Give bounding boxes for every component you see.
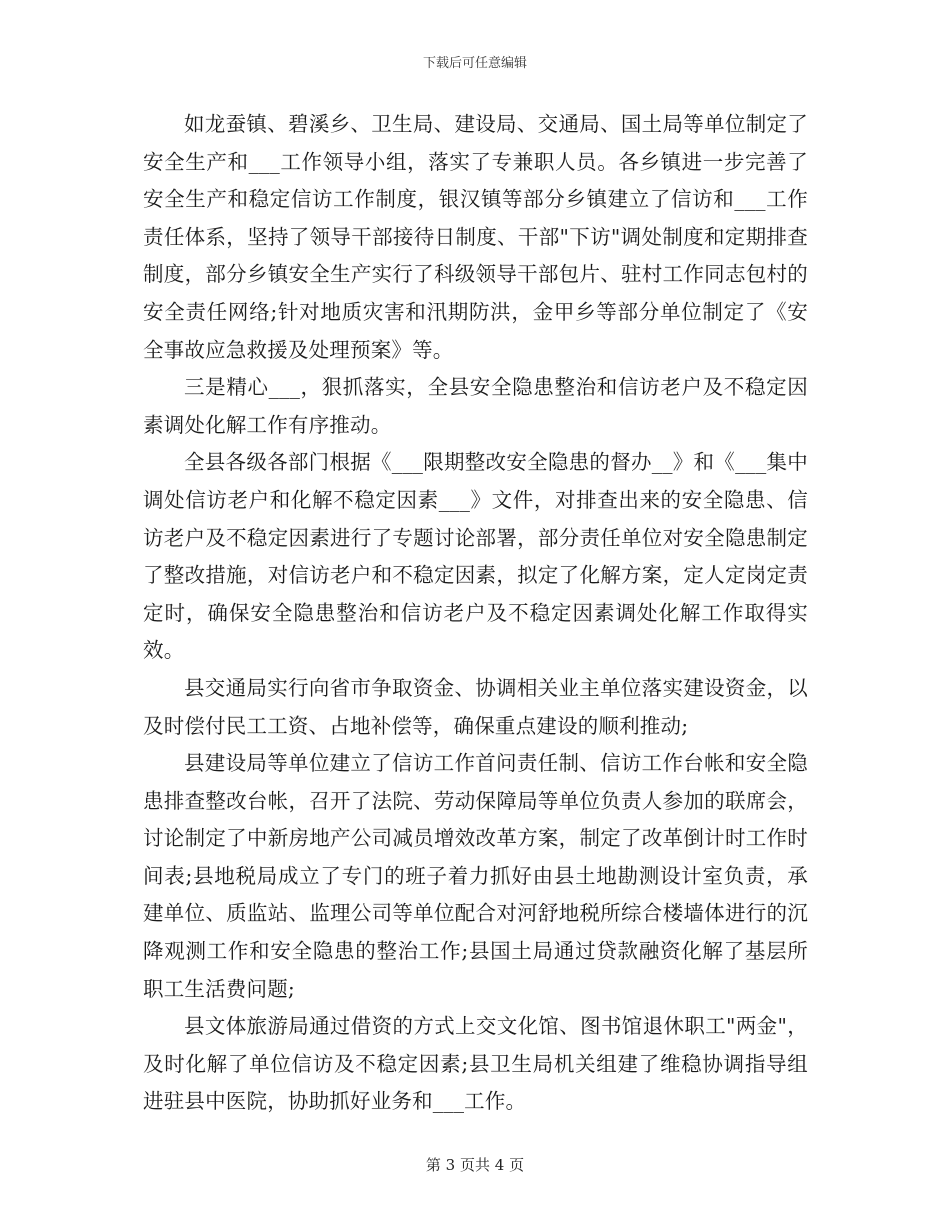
paragraph-1: 如龙蚕镇、碧溪乡、卫生局、建设局、交通局、国土局等单位制定了安全生产和___工作领导小组，落实了专兼职人员。各乡镇进一步完善了安全生产和稳定信访工作制度，银汉镇等部分乡镇建立了信访和___工作责任体系，坚持了领导干部接待日制度、干部"下访"调处制度和定期排查制度，部分乡镇安全生产实行了科级领导干部包片、驻村工作同志包村的安全责任网络;针对地质灾害和汛期防洪，金甲乡等部分单位制定了《安全事故应急救援及处理预案》等。 <box>143 112 808 362</box>
paragraph-4: 县交通局实行向省市争取资金、协调相关业主单位落实建设资金，以及时偿付民工工资、占地补偿等，确保重点建设的顺利推动; <box>143 675 808 738</box>
paragraph-5: 县建设局等单位建立了信访工作首问责任制、信访工作台帐和安全隐患排查整改台帐，召开了法院、劳动保障局等单位负责人参加的联席会，讨论制定了中新房地产公司减员增效改革方案，制定了改革倒计时工作时间表;县地税局成立了专门的班子着力抓好由县土地勘测设计室负责，承建单位、质监站、监理公司等单位配合对河舒地税所综合楼墙体进行的沉降观测工作和安全隐患的整治工作;县国土局通过贷款融资化解了基层所职工生活费问题; <box>143 751 808 1001</box>
paragraph-2: 三是精心___，狠抓落实，全县安全隐患整治和信访老户及不稳定因素调处化解工作有序推动。 <box>143 375 808 437</box>
paragraph-6: 县文体旅游局通过借资的方式上交文化馆、图书馆退休职工"两金"，及时化解了单位信访及不稳定因素;县卫生局机关组建了维稳协调指导组进驻县中医院，协助抓好业务和___工作。 <box>143 1014 808 1114</box>
page-header-note: 下载后可任意编辑 <box>422 56 527 71</box>
page-number: 第 3 页共 4 页 <box>425 1156 525 1174</box>
paragraph-3: 全县各级各部门根据《___限期整改安全隐患的督办__》和《___集中调处信访老户和化解不稳定因素___》文件，对排查出来的安全隐患、信访老户及不稳定因素进行了专题讨论部署，部分责任单位对安全隐患制定了整改措施，对信访老户和不稳定因素，拟定了化解方案，定人定岗定责定时，确保安全隐患整治和信访老户及不稳定因素调处化解工作取得实效。 <box>143 450 808 663</box>
document-body <box>143 106 808 1121</box>
